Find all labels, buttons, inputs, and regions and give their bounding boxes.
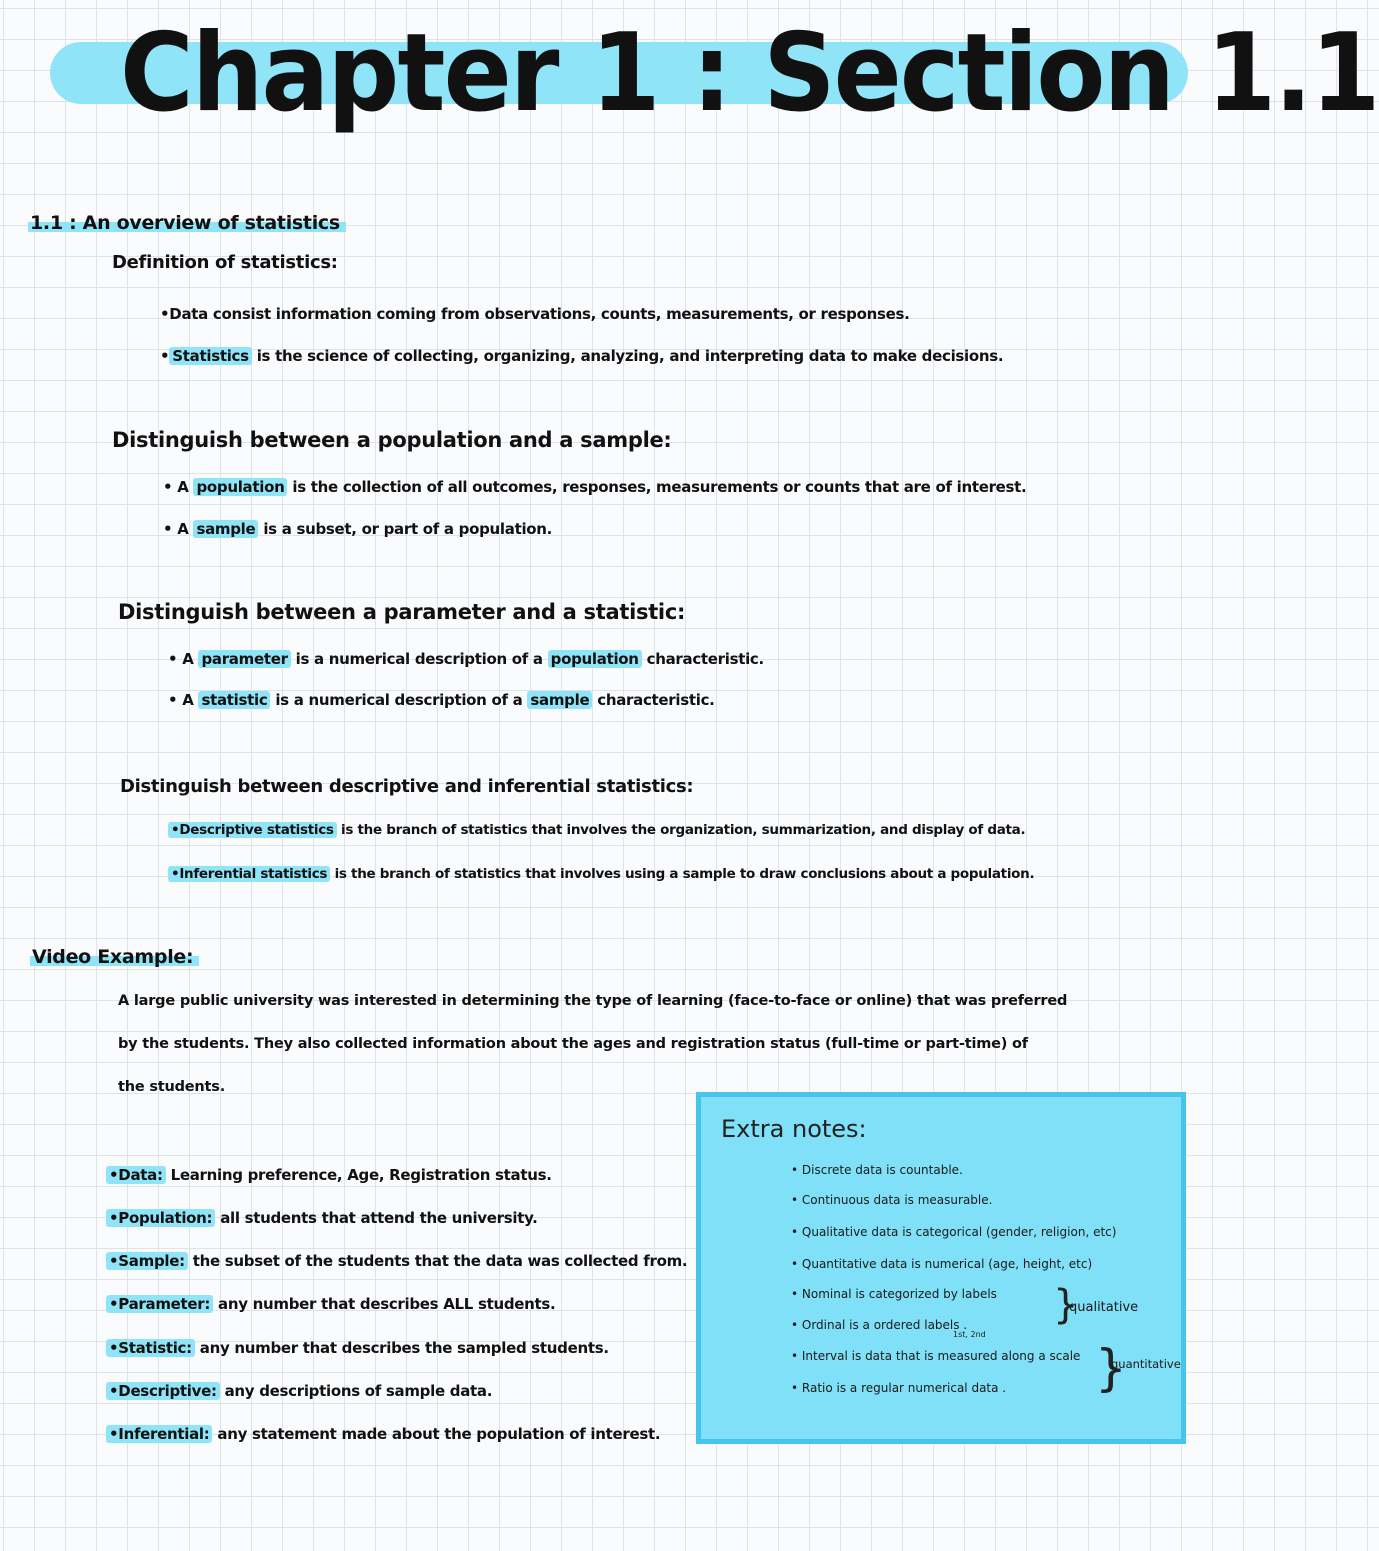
list-item-text: any number that describes ALL students. <box>213 1295 556 1313</box>
list-item-sample <box>106 1252 687 1270</box>
video-example-heading-text: Video Example: <box>30 946 199 968</box>
quantitative-label: quantitative <box>1111 1357 1181 1371</box>
term-sample: sample <box>193 520 258 538</box>
term-parameter: parameter <box>198 650 290 668</box>
note-ratio: • Ratio is a regular numerical data . <box>791 1381 1007 1395</box>
qualitative-brace: } <box>1053 1282 1079 1328</box>
list-item-text: any descriptions of sample data. <box>219 1382 493 1400</box>
statistic-text-end: characteristic. <box>592 691 715 709</box>
list-item-parameter <box>106 1295 555 1313</box>
list-item-text: the subset of the students that the data was collected from. <box>187 1252 688 1270</box>
statistic-line <box>168 691 715 709</box>
note-qualitative: • Qualitative data is categorical (gender, religion, etc) <box>791 1225 1117 1239</box>
population-text: is the collection of all outcomes, responses, measurements or counts that are of interest. <box>287 478 1027 496</box>
list-item-statistic <box>106 1339 609 1357</box>
term-descriptive-statistics: •Descriptive statistics <box>168 822 337 838</box>
list-item-inferential <box>106 1425 660 1443</box>
note-continuous: • Continuous data is measurable. <box>791 1193 993 1207</box>
extra-notes-title: Extra notes: <box>721 1115 867 1143</box>
definition-statistics-line: • Statistics is the science of collecting, organizing, analyzing, and interpreting data to make decisions. <box>160 347 1004 365</box>
descriptive-text: is the branch of statistics that involves the organization, summarization, and display of data. <box>336 822 1026 838</box>
term-parameter-list: •Parameter: <box>106 1295 213 1313</box>
term-inferential-list: •Inferential: <box>106 1425 212 1443</box>
video-example-heading <box>30 946 199 968</box>
note-interval: • Interval is data that is measured along a scale <box>791 1349 1081 1363</box>
population-prefix: • A <box>163 478 194 496</box>
definition-data-line: •Data consist information coming from observations, counts, measurements, or responses. <box>160 305 910 323</box>
sample-line <box>163 520 552 538</box>
quantitative-brace: } <box>1095 1339 1127 1397</box>
term-population-list: •Population: <box>106 1209 215 1227</box>
list-item-population <box>106 1209 538 1227</box>
term-sample-list: •Sample: <box>106 1252 188 1270</box>
note-ordinal-annotation: 1st, 2nd <box>953 1330 986 1339</box>
page-title: Chapter 1 : Section 1.1 <box>120 11 1379 136</box>
definition-heading: Definition of statistics: <box>112 252 338 273</box>
section-heading <box>28 212 346 234</box>
term-descriptive-list: •Descriptive: <box>106 1382 220 1400</box>
descriptive-inferential-heading: Distinguish between descriptive and inferential statistics: <box>120 776 694 797</box>
statistic-text: is a numerical description of a <box>270 691 528 709</box>
qualitative-label: qualitative <box>1069 1300 1139 1315</box>
video-paragraph-line-2: by the students. They also collected information about the ages and registration status (full-time or part-time) of <box>118 1036 1028 1052</box>
population-line <box>163 478 1026 496</box>
term-population: population <box>193 478 287 496</box>
parameter-line <box>168 650 764 668</box>
note-nominal: • Nominal is categorized by labels <box>791 1287 997 1301</box>
note-quantitative: • Quantitative data is numerical (age, height, etc) <box>791 1257 1093 1271</box>
note-discrete: • Discrete data is countable. <box>791 1163 963 1177</box>
term-statistic: statistic <box>198 691 270 709</box>
parameter-statistic-heading: Distinguish between a parameter and a statistic: <box>118 600 686 624</box>
population-sample-heading: Distinguish between a population and a sample: <box>112 428 672 452</box>
statistic-prefix: • A <box>168 691 199 709</box>
definition-statistics-text: is the science of collecting, organizing, analyzing, and interpreting data to make decisions. <box>251 347 1004 365</box>
term-sample-2: sample <box>527 691 592 709</box>
extra-notes-box <box>696 1092 1186 1444</box>
video-paragraph-line-1: A large public university was interested in determining the type of learning (face-to-face or online) that was preferred <box>118 993 1068 1009</box>
list-item-text: all students that attend the university. <box>215 1209 538 1227</box>
descriptive-line <box>168 822 1025 838</box>
term-inferential-statistics: •Inferential statistics <box>168 866 330 882</box>
list-item-descriptive <box>106 1382 492 1400</box>
section-heading-text: 1.1 : An overview of statistics <box>28 212 346 234</box>
list-item-text: any statement made about the population of interest. <box>212 1425 661 1443</box>
inferential-text: is the branch of statistics that involves using a sample to draw conclusions about a population. <box>330 866 1035 882</box>
list-item-text: any number that describes the sampled students. <box>194 1339 609 1357</box>
parameter-prefix: • A <box>168 650 199 668</box>
term-statistic-list: •Statistic: <box>106 1339 195 1357</box>
list-item-data <box>106 1166 552 1184</box>
parameter-text-end: characteristic. <box>641 650 764 668</box>
term-population-2: population <box>548 650 642 668</box>
sample-prefix: • A <box>163 520 194 538</box>
video-paragraph-line-3: the students. <box>118 1079 226 1095</box>
list-item-text: Learning preference, Age, Registration status. <box>165 1166 552 1184</box>
parameter-text: is a numerical description of a <box>290 650 548 668</box>
inferential-line <box>168 866 1034 882</box>
term-data: •Data: <box>106 1166 166 1184</box>
term-statistics: Statistics <box>169 347 251 365</box>
note-ordinal: • Ordinal is a ordered labels . <box>791 1318 968 1332</box>
sample-text: is a subset, or part of a population. <box>258 520 553 538</box>
